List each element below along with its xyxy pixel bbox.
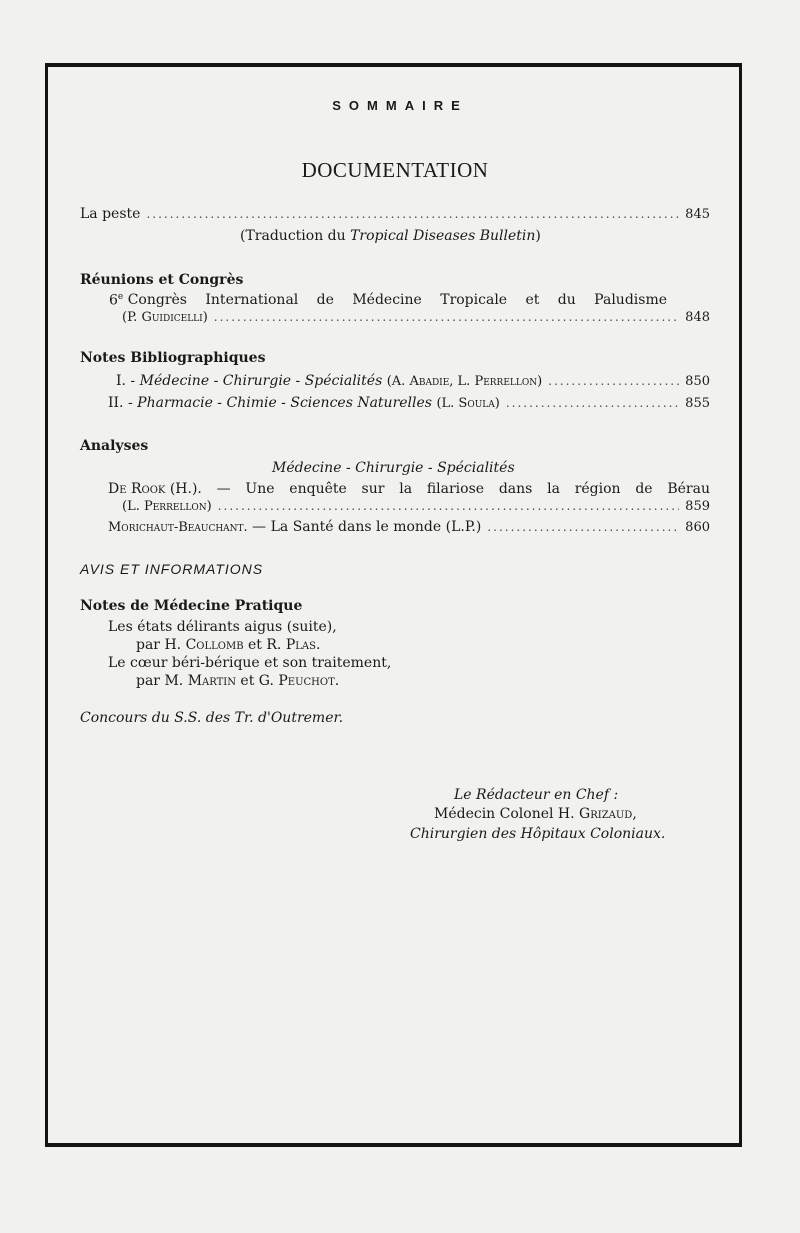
toc-entry-biblio-1[interactable]: I. - Médecine - Chirurgie - Spécialités (A. Abadie, L. Perrellon) ..... 850 — [116, 373, 710, 389]
toc-label: La peste — [80, 206, 141, 222]
signature-name: Médecin Colonel H. Grizaud, — [434, 806, 637, 822]
dot-leader — [548, 374, 679, 388]
dot-leader — [506, 396, 679, 410]
dot-leader — [146, 207, 679, 221]
section-heading-reunions: Réunions et Congrès — [80, 272, 244, 288]
toc-entry-congres[interactable]: (P. Guidicelli) ..... 848 — [122, 310, 710, 325]
signature-role: Chirurgien des Hôpitaux Coloniaux. — [410, 826, 666, 842]
page-number: 848 — [685, 310, 710, 325]
page-number: 860 — [685, 520, 710, 535]
page-number: 859 — [685, 499, 710, 514]
toc-entry-peste[interactable] — [80, 206, 710, 222]
dot-leader — [218, 499, 679, 513]
page-number: 855 — [685, 396, 710, 411]
page-number: 845 — [685, 207, 710, 222]
reunions-line1: 6e Congrès International de Médecine Tropicale et du Paludisme — [109, 292, 667, 309]
section-heading-medecine-pratique: Notes de Médecine Pratique — [80, 598, 303, 614]
pratique-item1-title: Les états délirants aigus (suite), — [108, 619, 337, 635]
toc-entry-analyses-1[interactable]: (L. Perrellon) ..... 859 — [122, 499, 710, 514]
peste-note: (Traduction du Tropical Diseases Bulletin) — [240, 228, 541, 244]
analyses-item1-line1: De Rook (H.). — Une enquête sur la filariose dans la région de Bérau — [108, 481, 710, 497]
toc-entry-analyses-2[interactable]: Morichaut-Beauchant. — La Santé dans le monde (L.P.) ..... 860 — [108, 519, 710, 535]
analyses-subheading: Médecine - Chirurgie - Spécialités — [272, 460, 515, 476]
documentation-title: DOCUMENTATION — [301, 158, 489, 182]
toc-entry-biblio-2[interactable]: II. - Pharmacie - Chimie - Sciences Naturelles (L. Soula) ..... 855 — [108, 395, 710, 411]
pratique-item1-authors: par H. Collomb et R. Plas. — [136, 637, 321, 653]
pratique-item2-title: Le cœur béri-bérique et son traitement, — [108, 655, 392, 671]
concours: Concours du S.S. des Tr. d'Outremer. — [80, 710, 344, 726]
sommaire-heading: SOMMAIRE — [332, 98, 468, 113]
section-heading-notes-biblio: Notes Bibliographiques — [80, 350, 266, 366]
dot-leader — [487, 520, 679, 534]
page-number: 850 — [685, 374, 710, 389]
section-heading-analyses: Analyses — [80, 438, 149, 454]
avis-informations: AVIS ET INFORMATIONS — [80, 561, 264, 577]
pratique-item2-authors: par M. Martin et G. Peuchot. — [136, 673, 340, 689]
dot-leader — [214, 310, 679, 324]
signature-title: Le Rédacteur en Chef : — [454, 787, 619, 803]
